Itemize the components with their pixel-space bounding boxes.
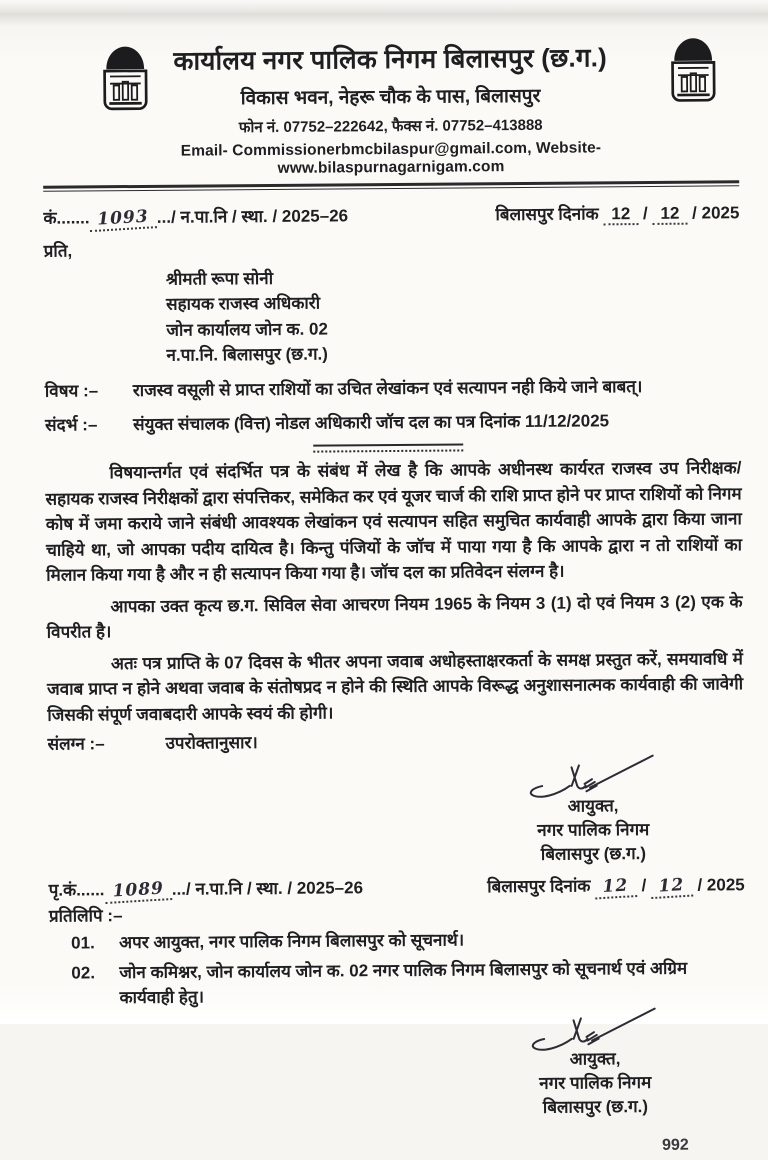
date-year: 2025	[706, 874, 745, 895]
reference-label: संदर्भ :–	[44, 415, 98, 436]
letter-number-suffix: .../ न.पा.नि / स्था. / 2025–26	[171, 877, 364, 899]
body-paragraph-2: आपका उक्त कृत्य छ.ग. सिविल सेवा आचरण नियम 1965 के नियम 3 (1) दो एवं नियम 3 (2) एक के विपरीत है।	[46, 591, 743, 642]
signatory-designation: आयुक्त,	[567, 796, 619, 816]
enclosure-text: उपरोक्तानुसार।	[165, 733, 258, 753]
copy-item-number: 01.	[71, 933, 95, 953]
copy-item-1	[71, 926, 745, 957]
letter-number-top	[43, 203, 348, 230]
letter-number-prefix: कं.......	[43, 208, 90, 228]
date-year: 2025	[701, 203, 740, 223]
date-day: 12	[603, 205, 638, 225]
scan-shadow-artifact	[0, 0, 768, 26]
signatory-org: नगर पालिक निगम	[539, 1072, 652, 1093]
signatory-designation: आयुक्त,	[569, 1049, 621, 1069]
copy-item-text: अपर आयुक्त, नगर पालिक निगम बिलासपुर को सूचनार्थ।	[119, 930, 465, 953]
letter-content	[42, 31, 747, 1154]
date-month: 12	[652, 205, 687, 225]
reference-row	[45, 409, 741, 439]
enclosure-label: संलग्न :–	[47, 734, 105, 754]
letter-number-handwritten: 1089	[104, 879, 172, 903]
copy-item-number: 02.	[71, 963, 96, 983]
subject-label: विषय :–	[44, 381, 99, 401]
org-name: कार्यालय नगर पालिक निगम बिलासपुर (छ.ग.)	[173, 42, 608, 76]
body-paragraph-3: अतः पत्र प्राप्ति के 07 दिवस के भीतर अपना जवाब अधोहस्ताक्षरकर्ता के समक्ष प्रस्तुत करें, समयावधि में जवाब प्राप्त न होने अथवा जवाब के संतोषप्रद न होने की स्थिति आपके विरूद्ध अनुशासनात्मक कार्यवाही की जावेगी जिसकी संपूर्ण जवाबदारी आपके स्वयं की होगी।	[47, 648, 744, 725]
signatory-place: बिलासपुर (छ.ग.)	[540, 844, 647, 865]
date-day-handwritten: 12	[595, 877, 638, 899]
letterhead	[42, 31, 739, 179]
addressee-name: श्रीमती रूपा सोनी	[165, 268, 274, 289]
municipal-emblem-icon	[98, 42, 153, 116]
org-email-website: Email- Commissionerbmcbilaspur@gmail.com, Website- www.bilaspurnagarnigam.com	[180, 139, 602, 177]
page-number: 992	[661, 1136, 689, 1155]
org-phone-fax: फोन नं. 07752–222642, फैक्स नं. 07752–413888	[238, 116, 543, 137]
date-separator: /	[641, 875, 647, 895]
letterhead-divider	[43, 180, 739, 191]
place-date-top	[495, 200, 739, 226]
place-date-label: बिलासपुर दिनांक	[495, 204, 599, 225]
place-date-bottom	[487, 872, 745, 899]
date-separator: /	[692, 203, 697, 223]
letter-number-handwritten: 1093	[89, 208, 157, 232]
date-separator: /	[697, 875, 703, 895]
body-paragraph-1: विषयान्तर्गत एवं संदर्भित पत्र के संबंध में लेख है कि आपके अधीनस्थ कार्यरत राजस्व उप निरीक्षक/सहायक राजस्व निरीक्षकों द्वारा संपत्तिकर, समेकित कर एवं यूजर चार्ज की राशि प्राप्त होने पर प्राप्त राशियों को निगम कोष में जमा कराये जाने संबंधी आवश्यक लेखांकन एवं सत्यापन सहित समुचित कार्यवाही आपके द्वारा किया जाना चाहिये था, जो आपका पदीय दायित्व है। किन्तु पंजियों के जॉच में पाया गया है कि आपके द्वारा न तो राशियों का मिलान किया गया है और न ही सत्यापन किया गया है। जॉच दल का प्रतिवेदन संलग्न है।	[45, 458, 743, 585]
reference-text: संयुक्त संचालक (वित्त) नोडल अधिकारी जॉच दल का पत्र दिनांक 11/12/2025	[132, 411, 610, 435]
signatory-org: नगर पालिक निगम	[537, 820, 650, 841]
addressee-office: जोन कार्यालय जोन क. 02	[166, 319, 328, 340]
date-separator: /	[642, 203, 648, 224]
section-separator	[313, 444, 463, 453]
copy-list-label: प्रतिलिपि :–	[48, 906, 123, 927]
letter-number-suffix: .../ न.पा.नि / स्था. / 2025–26	[156, 206, 349, 227]
subject-row	[45, 374, 741, 404]
enclosure-row	[47, 726, 743, 754]
salutation: प्रति,	[43, 241, 73, 261]
letter-number-prefix: पृ.कं......	[48, 879, 105, 900]
reference-number-row-bottom	[49, 872, 745, 902]
municipal-emblem-icon	[666, 33, 721, 107]
copy-item-2	[71, 955, 745, 1011]
org-address: विकास भवन, नेहरू चौक के पास, बिलासपुर	[240, 85, 541, 110]
signatory-place: बिलासपुर (छ.ग.)	[542, 1097, 649, 1117]
footer	[51, 1118, 747, 1153]
date-month-handwritten: 12	[650, 876, 693, 898]
addressee-designation: सहायक राजस्व अधिकारी	[166, 293, 321, 315]
reference-number-row-top	[43, 200, 739, 230]
signature-block-1	[468, 752, 719, 868]
copy-item-text: जोन कमिश्नर, जोन कार्यालय जोन क. 02 नगर पालिक निगम बिलासपुर को सूचनार्थ एवं अग्रिम कार्यवाही हेतु।	[119, 958, 688, 1008]
addressee-block	[166, 262, 741, 369]
signature-block-2	[470, 1004, 721, 1120]
place-date-label: बिलासपुर दिनांक	[487, 875, 591, 896]
addressee-org: न.पा.नि. बिलासपुर (छ.ग.)	[166, 344, 328, 366]
letter-number-bottom	[49, 875, 363, 902]
subject-text: राजस्व वसूली से प्राप्त राशियों का उचित लेखांकन एवं सत्यापन नही किये जाने बाबत्।	[132, 376, 643, 400]
